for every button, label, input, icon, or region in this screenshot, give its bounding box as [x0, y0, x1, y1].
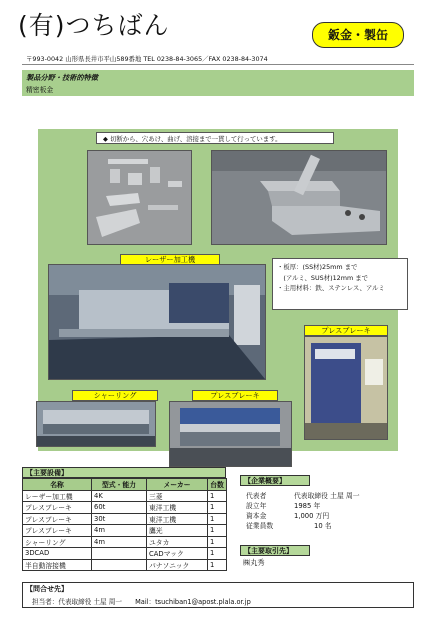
overview-label: 資本金 — [246, 512, 267, 520]
press-brake-photo-2 — [169, 401, 292, 467]
overview-title: 【企業概要】 — [240, 475, 310, 486]
overview-label: 設立年 — [246, 502, 267, 510]
caption-press-brake-1: プレスブレーキ — [304, 325, 388, 336]
cut-parts-image — [88, 151, 191, 244]
table-cell: 1 — [208, 548, 227, 560]
bracket-photo — [211, 150, 387, 245]
overview-label: 代表者 — [246, 492, 267, 500]
table-cell: 1 — [208, 502, 227, 514]
equipment-title: 【主要設備】 — [22, 467, 226, 478]
laser-machine-photo — [48, 264, 266, 380]
spec-line: ・板厚：(SS材)25mm まで — [277, 263, 358, 271]
customers-title: 【主要取引先】 — [240, 545, 310, 556]
section-subtitle: 精密板金 — [26, 86, 54, 94]
table-cell: 4m — [92, 525, 147, 537]
table-cell: 1 — [208, 513, 227, 525]
spec-line: (アルミ、SUS材)12mm まで — [277, 273, 369, 282]
press-brake-photo-1 — [304, 336, 388, 440]
col-header-maker: メーカー — [147, 479, 208, 491]
table-cell: 1 — [208, 559, 227, 571]
table-row — [23, 502, 227, 514]
overview-value: 1,000 万円 — [294, 512, 330, 520]
table-cell: 1 — [208, 536, 227, 548]
overview-row — [246, 510, 329, 520]
table-cell: パナソニック — [147, 559, 208, 571]
table-cell — [92, 559, 147, 571]
overview-row — [246, 500, 320, 510]
intro-note: ◆ 切断から、穴あけ、曲げ、溶接まで一貫して行っています。 — [96, 132, 334, 144]
table-cell: ユタカ — [147, 536, 208, 548]
press-brake-image-2 — [170, 402, 291, 466]
table-row — [23, 513, 227, 525]
table-header-row — [23, 479, 227, 491]
address-line: 〒993-0042 山形県長井市平山589番地 TEL 0238-84-3065／FAX 0238-84-3074 — [26, 55, 268, 63]
customers-value: ㈱丸秀 — [243, 558, 265, 567]
company-name: (有)つちばん — [18, 11, 170, 40]
caption-shearing: シャーリング — [72, 390, 158, 401]
caption-laser: レーザー加工機 — [120, 254, 220, 265]
table-cell: 4m — [92, 536, 147, 548]
table-cell: 60t — [92, 502, 147, 514]
overview-value: 10 名 — [314, 522, 332, 530]
table-row — [23, 490, 227, 502]
table-cell: 鷹光 — [147, 525, 208, 537]
business-badge: 鈑金・製缶 — [312, 22, 404, 48]
laser-machine-image — [49, 265, 265, 379]
contact-line: 担当者：代表取締役 土屋 周一 Mail：tsuchiban1@apost.plala.or.jp — [32, 598, 251, 606]
press-brake-image-1 — [305, 337, 387, 439]
overview-row — [246, 490, 360, 500]
shearing-photo — [36, 401, 156, 447]
col-header-name: 名称 — [23, 479, 92, 491]
table-cell: 東洋工機 — [147, 513, 208, 525]
contact-title: 【問合せ先】 — [26, 585, 68, 593]
spec-line: ・主用材料：鉄、ステンレス、アルミ — [277, 284, 385, 292]
table-cell: 3DCAD — [23, 548, 92, 560]
table-cell: プレスブレーキ — [23, 513, 92, 525]
table-cell: 半自動溶接機 — [23, 559, 92, 571]
table-row — [23, 536, 227, 548]
table-cell: レーザー加工機 — [23, 490, 92, 502]
table-cell: 東洋工機 — [147, 502, 208, 514]
table-cell: 30t — [92, 513, 147, 525]
overview-label: 従業員数 — [246, 522, 274, 530]
shearing-image — [37, 402, 155, 446]
caption-press-brake-2: プレスブレーキ — [192, 390, 278, 401]
cut-parts-photo — [87, 150, 192, 245]
table-row — [23, 525, 227, 537]
overview-value: 代表取締役 土屋 周一 — [294, 492, 360, 500]
table-cell: 1 — [208, 525, 227, 537]
spec-box — [272, 258, 408, 310]
table-row — [23, 559, 227, 571]
overview-value: 1985 年 — [294, 502, 321, 510]
table-cell: 4K — [92, 490, 147, 502]
section-title: 製品分野・技術的特徴 — [26, 73, 98, 82]
col-header-model: 型式・能力 — [92, 479, 147, 491]
table-cell: シャーリング — [23, 536, 92, 548]
table-cell: プレスブレーキ — [23, 525, 92, 537]
equipment-table — [22, 478, 227, 571]
overview-row — [246, 520, 332, 530]
header-divider — [22, 64, 414, 65]
col-header-count: 台数 — [208, 479, 227, 491]
table-row — [23, 548, 227, 560]
table-cell — [92, 548, 147, 560]
table-cell: 三菱 — [147, 490, 208, 502]
table-cell: CADマック — [147, 548, 208, 560]
table-cell: プレスブレーキ — [23, 502, 92, 514]
bracket-image — [212, 151, 386, 244]
table-cell: 1 — [208, 490, 227, 502]
